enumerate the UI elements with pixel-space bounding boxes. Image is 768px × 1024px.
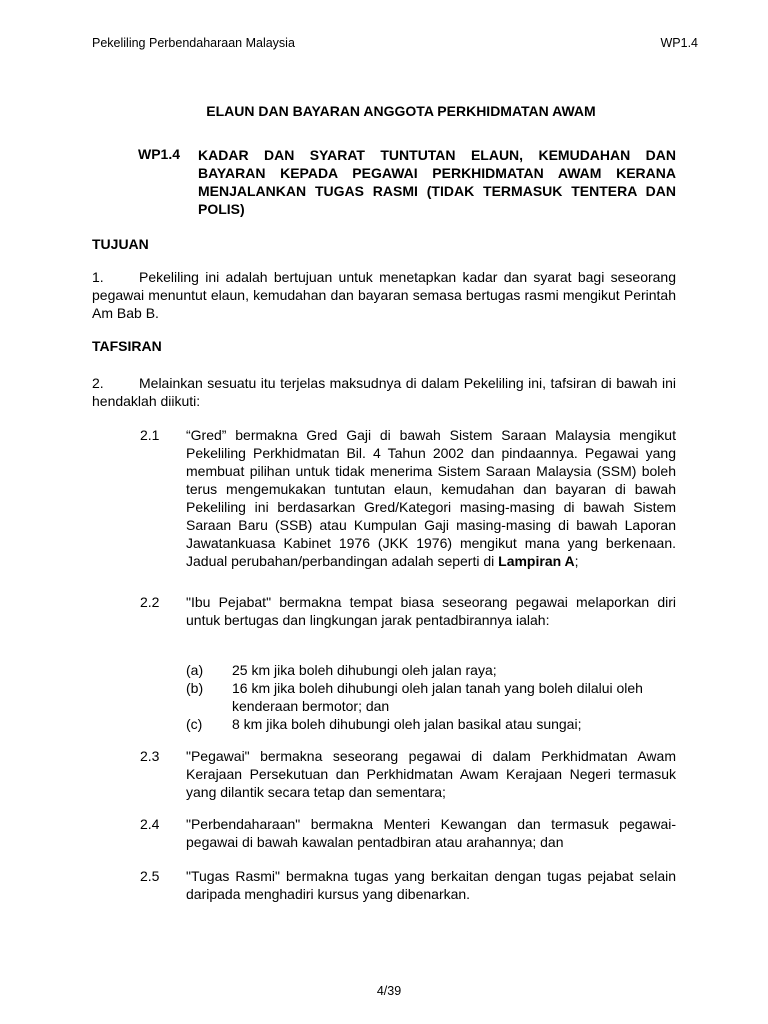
page-number: 4/39 [376,984,402,998]
section-heading-tafsiran: TAFSIRAN [92,338,162,354]
list-item [186,661,676,679]
paragraph-text: Pekeliling ini adalah bertujuan untuk menetapkan kadar dan syarat bagi seseorang pegawai menuntut elaun, kemudahan dan bayaran semasa bertugas rasmi mengikut Perintah Am Bab B. [92,269,676,321]
list-item-text: 8 km jika boleh dihubungi oleh jalan basikal atau sungai; [232,716,582,732]
list-item-text: 16 km jika boleh dihubungi oleh jalan tanah yang boleh dilalui oleh kenderaan bermotor; dan [232,680,643,714]
item-number: 2.4 [140,816,160,832]
running-header-code: WP1.4 [660,36,698,50]
document-title: ELAUN DAN BAYARAN ANGGOTA PERKHIDMATAN AWAM [206,103,596,119]
paragraph-number: 2. [92,375,104,391]
list-item [186,679,676,715]
item-text-end: ; [574,553,579,569]
item-text: "Perbendaharaan" bermakna Menteri Kewangan dan termasuk pegawai-pegawai di bawah kawalan pentadbiran atau arahannya; dan [186,816,676,850]
list-item [186,715,676,733]
list-item-label: (a) [186,662,204,678]
paragraph-2 [92,374,676,410]
item-number: 2.1 [140,427,160,443]
definition-2-5 [140,867,676,903]
circular-code: WP1.4 [138,146,181,162]
item-number: 2.3 [140,748,160,764]
definition-2-2 [140,593,676,629]
list-item-text: 25 km jika boleh dihubungi oleh jalan raya; [232,662,497,678]
item-text: "Pegawai" bermakna seseorang pegawai di dalam Perkhidmatan Awam Kerajaan Persekutuan dan Perkhidmatan Awam Kerajaan Negeri termasuk yang dilantik secara tetap dan sementara; [186,748,676,800]
definition-2-1 [140,426,676,570]
item-number: 2.5 [140,868,160,884]
item-text [186,426,676,570]
definition-2-3 [140,747,676,801]
item-text-body: “Gred” bermakna Gred Gaji di bawah Sistem Saraan Malaysia mengikut Pekeliling Perkhidmatan Bil. 4 Tahun 2002 dan pindaannya. Pegawai yang membuat pilihan untuk tidak menerima Sistem Saraan Malaysia (SSM) boleh terus mengemukakan tuntutan elaun, kemudahan dan bayaran di bawah Pekeliling ini berdasarkan Gred/Kategori masing-masing di bawah Sistem Saraan Baru (SSB) atau Kumpulan Gaji masing-masing di bawah Laporan Jawatankuasa Kabinet 1976 (JKK 1976) mengikut mana yang berkenaan. Jadual perubahan/perbandingan adalah seperti di [186,427,676,569]
section-heading-tujuan: TUJUAN [92,236,149,252]
item-number: 2.2 [140,594,160,610]
definition-2-4 [140,815,676,851]
item-text: "Tugas Rasmi" bermakna tugas yang berkaitan dengan tugas pejabat selain daripada menghadiri kursus yang dibenarkan. [186,868,676,902]
paragraph-number: 1. [92,269,104,285]
paragraph-text: Melainkan sesuatu itu terjelas maksudnya di dalam Pekeliling ini, tafsiran di bawah ini hendaklah diikuti: [92,375,676,409]
list-item-label: (b) [186,680,204,696]
list-item-label: (c) [186,716,203,732]
item-text: "Ibu Pejabat" bermakna tempat biasa seseorang pegawai melaporkan diri untuk bertugas dan lingkungan jarak pentadbirannya ialah: [186,594,676,628]
circular-title: KADAR DAN SYARAT TUNTUTAN ELAUN, KEMUDAHAN DAN BAYARAN KEPADA PEGAWAI PERKHIDMATAN AWAM KERANA MENJALANKAN TUGAS RASMI (TIDAK TERMASUK TENTERA DAN POLIS) [198,147,676,217]
distance-list [186,661,676,733]
running-header-title: Pekeliling Perbendaharaan Malaysia [92,36,295,50]
paragraph-1 [92,268,676,322]
lampiran-reference: Lampiran A [498,553,575,569]
